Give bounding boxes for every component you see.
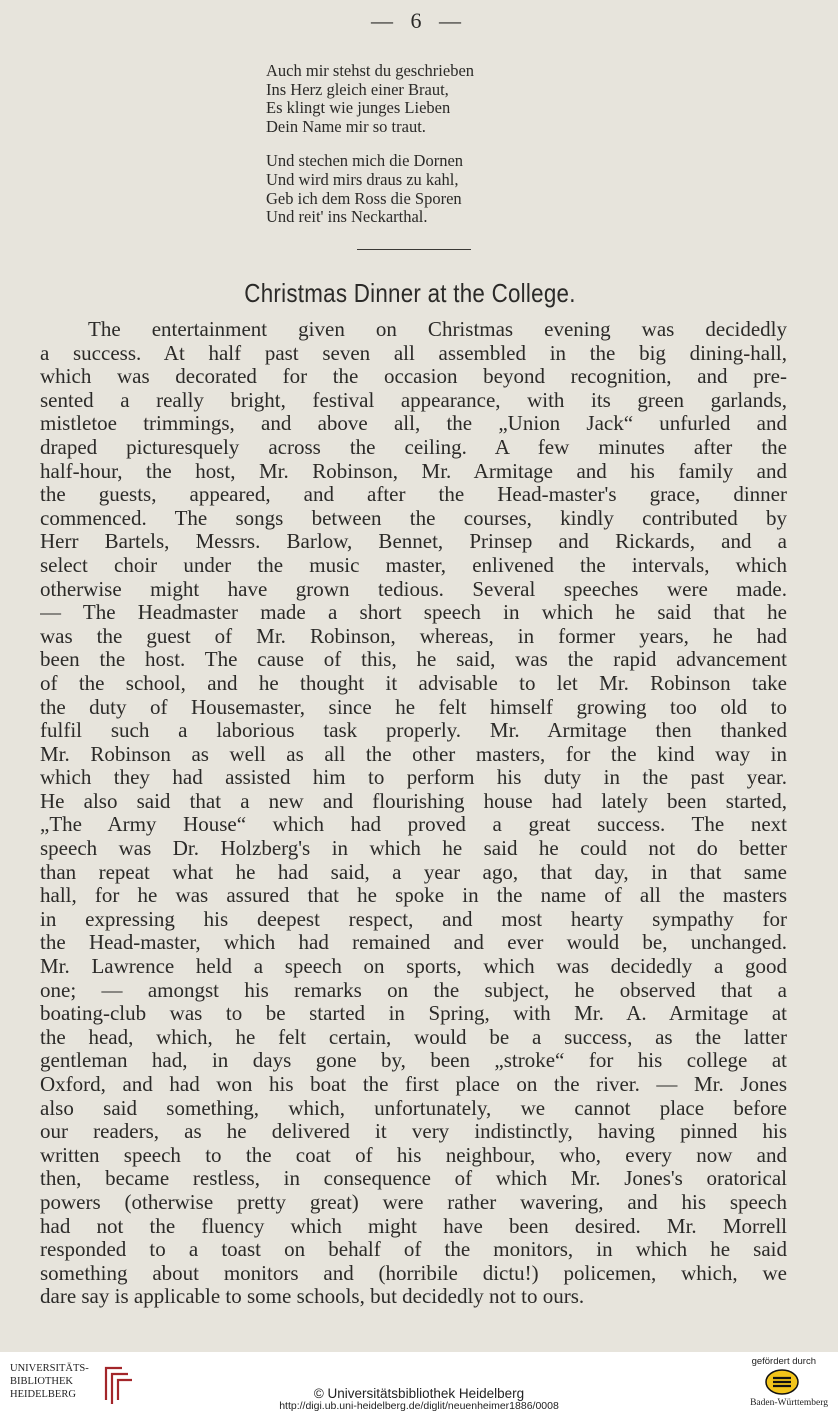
article-line: which they had assisted him to perform his duty in the past year.	[40, 766, 787, 790]
article-body	[40, 318, 787, 1309]
section-divider	[357, 249, 471, 250]
article-line: had not the fluency which might have been desired. Mr. Morrell	[40, 1214, 787, 1238]
library-name: UNIVERSITÄTS- BIBLIOTHEK HEIDELBERG	[10, 1363, 89, 1400]
poem-line: Geb ich dem Ross die Sporen	[266, 188, 462, 208]
article-line: mistletoe trimmings, and above all, the „Union Jack“ unfurled and	[40, 412, 787, 436]
article-line: speech was Dr. Holzberg's in which he said he could not do better	[40, 837, 787, 861]
article-line: Mr. Robinson as well as all the other masters, for the kind way in	[40, 742, 787, 766]
article-line: sented a really bright, festival appearance, with its green garlands,	[40, 388, 787, 412]
article-line: Oxford, and had won his boat the first place on the river. — Mr. Jones	[40, 1073, 787, 1096]
article-line: dare say is applicable to some schools, but decidedly not to ours.	[40, 1285, 585, 1309]
article-line: the head, which, he felt certain, would be a success, as the latter	[40, 1025, 787, 1049]
article-line: gentleman had, in days gone by, been „stroke“ for his college at	[40, 1049, 787, 1073]
state-name: Baden-Württemberg	[750, 1398, 828, 1408]
poem-line: Auch mir stehst du geschrieben	[266, 61, 475, 80]
article-line: written speech to the coat of his neighbour, who, every now and	[40, 1143, 787, 1167]
article-line: He also said that a new and flourishing house had lately been started,	[40, 789, 787, 813]
article-line: boating-club was to be started in Spring, with Mr. A. Armitage at	[40, 1002, 787, 1026]
article-title: Christmas Dinner at the College.	[244, 278, 576, 308]
article-line: Mr. Lawrence held a speech on sports, which was decidedly a good	[40, 955, 787, 979]
article-line: „The Army House“ which had proved a great success. The next	[40, 813, 787, 837]
article-line: The entertainment given on Christmas evening was decidedly	[88, 318, 787, 341]
poem-line: Und stechen mich die Dornen	[266, 151, 464, 171]
article-line: select choir under the music master, enlivened the intervals, which	[40, 553, 787, 577]
article-line: something about monitors and (horribile dictu!) policemen, which, we	[40, 1261, 787, 1285]
poem-line: Es klingt wie junges Lieben	[266, 98, 451, 118]
article-line: the guests, appeared, and after the Head-master's grace, dinner	[40, 483, 787, 507]
copyright-notice: © Universitätsbibliothek Heidelberg	[313, 1386, 525, 1401]
article-line: fulfil such a laborious task properly. Mr. Armitage then thanked	[40, 719, 787, 743]
article-line: Herr Bartels, Messrs. Barlow, Bennet, Prinsep and Rickards, and a	[40, 530, 787, 554]
article-line: responded to a toast on behalf of the monitors, in which he said	[40, 1238, 787, 1262]
poem	[266, 62, 586, 243]
article-line: hall, for he was assured that he spoke in the name of all the masters	[40, 884, 787, 908]
baden-wuerttemberg-emblem-icon	[764, 1368, 800, 1396]
article-line: our readers, as he delivered it very indistinctly, having pinned his	[40, 1120, 787, 1144]
article-line: the Head-master, which had remained and ever would be, unchanged.	[40, 931, 787, 955]
poem-stanza	[266, 152, 586, 226]
poem-line: Und reit' ins Neckarthal.	[266, 207, 428, 227]
article-line: powers (otherwise pretty great) were rather wavering, and his speech	[40, 1190, 787, 1214]
article-line: draped picturesquely across the ceiling. A few minutes after the	[40, 435, 787, 459]
poem-stanza	[266, 62, 586, 136]
article-line: one; — amongst his remarks on the subject, he observed that a	[40, 978, 787, 1002]
article-line: of the school, and he thought it advisable to let Mr. Robinson take	[40, 671, 787, 695]
article-line: then, became restless, in consequence of which Mr. Jones's oratorical	[40, 1167, 787, 1191]
article-line: been the host. The cause of this, he said, was the rapid advancement	[40, 648, 787, 672]
article-line: which was decorated for the occasion beyond recognition, and pre-	[40, 365, 787, 389]
article-line: also said something, which, unfortunately, we cannot place before	[40, 1096, 787, 1120]
article-line: otherwise might have grown tedious. Several speeches were made.	[40, 577, 787, 601]
article-line: in expressing his deepest respect, and most hearty sympathy for	[40, 907, 787, 931]
permalink-url[interactable]: http://digi.ub.uni-heidelberg.de/diglit/neuenheimer1886/0008	[279, 1400, 559, 1412]
page-number: — 6 —	[371, 8, 467, 33]
article-line: half-hour, the host, Mr. Robinson, Mr. Armitage and his family and	[40, 459, 787, 483]
poem-line: Ins Herz gleich einer Braut,	[266, 79, 449, 99]
poem-line: Dein Name mir so traut.	[266, 116, 426, 136]
article-line: than repeat what he had said, a year ago, that day, in that same	[40, 860, 787, 884]
viewer-footer	[0, 1352, 838, 1414]
funded-by-label: gefördert durch	[751, 1356, 816, 1367]
article-line: commenced. The songs between the courses, kindly contributed by	[40, 506, 787, 530]
article-line: the duty of Housemaster, since he felt himself growing too old to	[40, 695, 787, 719]
article-line: — The Headmaster made a short speech in which he said that he	[40, 601, 787, 625]
article-line: a success. At half past seven all assembled in the big dining-hall,	[40, 341, 787, 365]
article-line: was the guest of Mr. Robinson, whereas, in former years, he had	[40, 624, 787, 648]
poem-line: Und wird mirs draus zu kahl,	[266, 169, 459, 189]
